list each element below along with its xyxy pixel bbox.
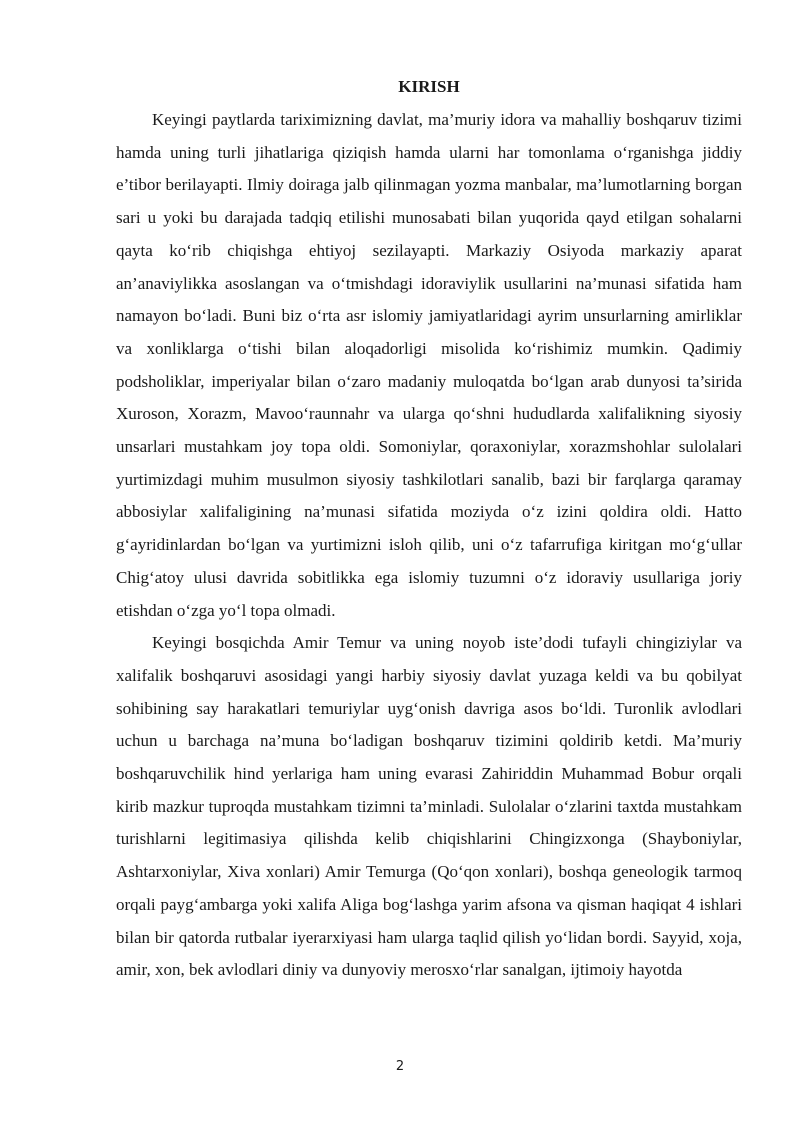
document-page bbox=[116, 76, 742, 987]
page-number: 2 bbox=[395, 1059, 405, 1074]
section-title: KIRISH bbox=[398, 77, 460, 96]
paragraph-2: Keyingi bosqichda Amir Temur va uning noyob iste’dodi tufayli chingiziylar va xalifalik boshqaruvi asosidagi yangi harbiy siyosiy davlat yuzaga keldi va bu qobilyat sohibining say harakatlari temuriylar uyg‘onish davriga asos bo‘ldi. Turonlik avlodlari uchun u barchaga na’muna bo‘ladigan boshqaruv tizimini qoldirib ketdi. Ma’muriy boshqaruvchilik hind yerlariga ham uning evarasi Zahiriddin Muhammad Bobur orqali kirib mazkur tuproqda mustahkam tizimni ta’minladi. Sulolalar o‘zlarini taxtda mustahkam turishlarni legitimasiya qilishda kelib chiqishlarini Chingizxonga (Shayboniylar, Ashtarxoniylar, Xiva xonlari) Amir Temurga (Qo‘qon xonlari), boshqa geneologik tarmoq orqali payg‘ambarga yoki xalifa Aliga bog‘lashga yarim afsona va qisman haqiqat 4 ishlari bilan bir qatorda rutbalar iyerarxiyasi ham ularga taqlid qilish yo‘lidan bordi. Sayyid, xoja, amir, xon, bek avlodlari diniy va dunyoviy merosxo‘rlar sanalgan, ijtimoiy hayotda bbox=[116, 633, 742, 980]
paragraph-1: Keyingi paytlarda tariximizning davlat, ma’muriy idora va mahalliy boshqaruv tizimi hamda uning turli jihatlariga qiziqish hamda ularni har tomonlama o‘rganishga jiddiy e’tibor berilayapti. Ilmiy doiraga jalb qilinmagan yozma manbalar, ma’lumotlarning borgan sari u yoki bu darajada tadqiq etilishi munosabati bilan yuqorida qayd etilgan sohalarni qayta ko‘rib chiqishga ehtiyoj sezilayapti. Markaziy Osiyoda markaziy aparat an’anaviylikka asoslangan va o‘tmishdagi idoraviylik usullarini na’munasi sifatida ham namayon bo‘ladi. Buni biz o‘rta asr islomiy jamiyatlaridagi ayrim unsurlarning amirliklar va xonliklarga o‘tishi bilan aloqadorligi misolida ko‘rishimiz mumkin. Qadimiy podsholiklar, imperiyalar bilan o‘zaro madaniy muloqatda bo‘lgan arab dunyosi ta’sirida Xuroson, Xorazm, Mavoo‘raunnahr va ularga qo‘shni hududlarda xalifalikning siyosiy unsarlari mustahkam joy topa oldi. Somoniylar, qoraxoniylar, xorazmshohlar sulolalari yurtimizdagi muhim musulmon siyosiy tashkilotlari sanalib, bazi bir farqlarga qaramay abbosiylar xalifaligining na’munasi sifatida moziyda o‘z izini qoldira oldi. Hatto g‘ayridinlardan bo‘lgan va yurtimizni isloh qilib, uni o‘z tafarrufiga kiritgan mo‘g‘ullar Chig‘atoy ulusi davrida sobitlikka ega islomiy tuzumni o‘z idoraviy usullariga joriy etishdan o‘zga yo‘l topa olmadi. bbox=[116, 110, 742, 620]
